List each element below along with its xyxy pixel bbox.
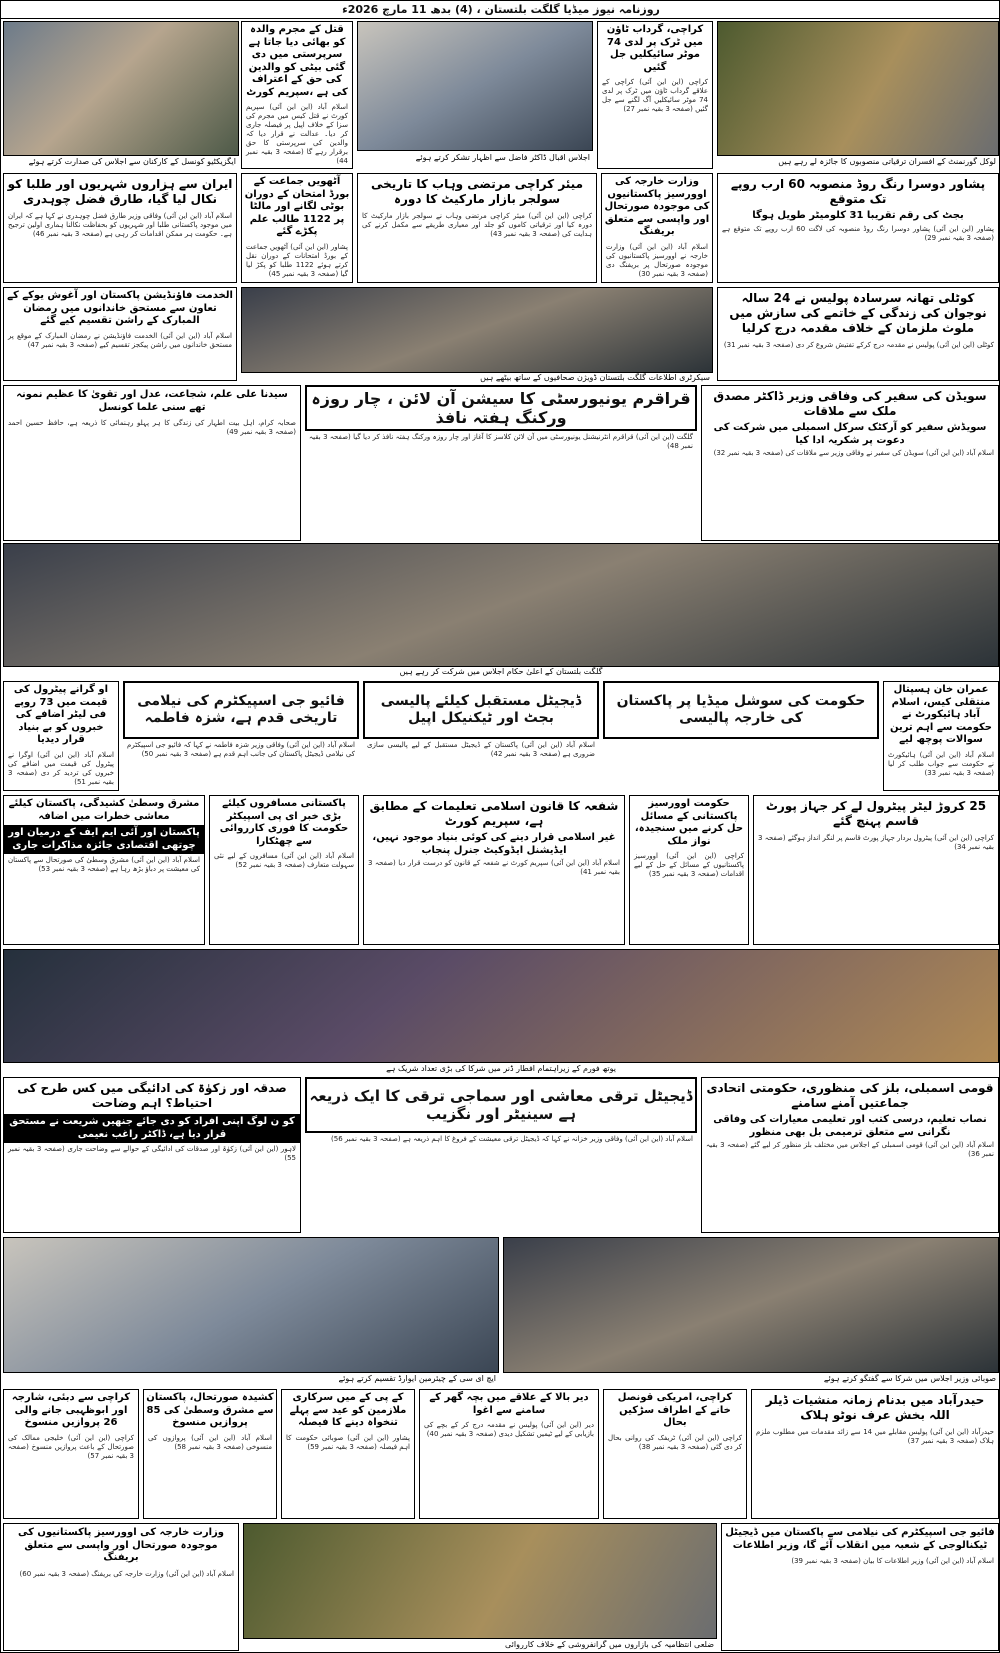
headline: حیدرآباد میں بدنام زمانہ منشیات ڈیلر اللہ بخش عرف نوٹو ہلاک [765, 1393, 985, 1422]
photo-officials-meeting [3, 543, 999, 667]
karakoram-section [305, 385, 697, 541]
story-petrol-ship [753, 795, 999, 945]
headline: قومی اسمبلی، بلز کی منظوری، حکومتی اتحادی جماعتیں آمنے سامنے [706, 1081, 994, 1110]
story-body: کراچی (این این آئی) کراچی کے علاقے گرداب ٹاؤن میں ٹرک پر لدی 74 موٹر سائیکلیں آگ لگنے سے جل گئیں (صفحہ 3 بقیہ نمبر 27) [602, 78, 708, 113]
subheadline: نصاب تعلیم، درسی کتب اور تعلیمی معیارات کی وفاقی نگرانی سے متعلق ترمیمی بل بھی منظور [713, 1114, 987, 1138]
banner-headline: حکومت کی سوشل میڈیا پر پاکستان کی خارجہ پالیسی [603, 681, 879, 739]
story-body: دیر (این این آئی) پولیس نے مقدمہ درج کر کے بچے کی بازیابی کے لیے ٹیمیں تشکیل دیدی (صفحہ 3 بقیہ نمبر 40) [424, 1421, 594, 1438]
banner-headline: ڈیجیٹل مستقبل کیلئے پالیسی بجٹ اور ٹیکنیکل اپیل [363, 681, 599, 739]
subheadline: سویڈش سفیر کو آرکٹک سرکل اسمبلی میں شرکت کی دعوت پر شکریہ ادا کیا [713, 422, 987, 446]
story-imran-khan [883, 681, 999, 791]
photo-caption: گلگت بلتستان کے اعلیٰ حکام اجلاس میں شرکت کر رہے ہیں [399, 667, 603, 676]
story-body: اسلام آباد (این این آئی) پروازوں کی منسوخی (صفحہ 3 بقیہ نمبر 58) [148, 1433, 272, 1451]
story-body: کراچی (این این آئی) میئر کراچی مرتضی وہاب نے سولجر بازار مارکیٹ کا دورہ کیا اور ترقیاتی کاموں کو جلد اور معیاری طریقے سے مکمل کرنے کی ہدایت کی (صفحہ 3 بقیہ نمبر 43) [362, 212, 592, 238]
story-sweden-ambassador [701, 385, 999, 541]
story-body: کراچی (این این آئی) اوورسیز پاکستانیوں کے مسائل کے حل کے لیے اقدامات (صفحہ 3 بقیہ نمبر 35) [634, 852, 744, 878]
story-body: حیدرآباد (این این آئی) پولیس مقابلے میں 14 سے زائد مقدمات میں مطلوب ملزم ہلاک (صفحہ 3 بقیہ نمبر 37) [756, 1428, 995, 1445]
headline: مشرق وسطیٰ کشیدگی، پاکستان کیلئے معاشی خطرات میں اضافہ [8, 798, 200, 822]
story-body: پشاور (این این آئی) پشاور دوسرا رنگ روڈ منصوبہ کی لاگت 60 ارب روپے تک متوقع ہے (صفحہ 3 بقیہ نمبر 29) [722, 224, 994, 242]
story-karachi-bikes [597, 21, 713, 169]
photo-caption: صوبائی وزیر اجلاس میں شرکا سے گفتگو کرتے ہوئے [823, 1374, 996, 1383]
headline: آٹھویں جماعت کے بورڈ امتحان کے دوران بوٹی لگانے اور مالٹا پر 1122 طالب علم پکڑے گئے [244, 176, 350, 237]
banner-headline: قراقرم یونیورسٹی کا سیشن آن لائن ، چار روزہ ورکنگ ہفتہ نافذ [305, 385, 697, 431]
story-flights-cancelled [143, 1389, 277, 1519]
headline: کراچی، امریکی قونصل خانے کے اطراف سڑکیں بحال [617, 1392, 733, 1428]
headline: کراچی، گرداب ٹاؤن میں ٹرک پر لدی 74 موٹر سائیکلیں جل گئیں [606, 24, 704, 73]
banner-headline: ڈیجیٹل ترقی معاشی اور سماجی ترقی کا ایک ذریعہ ہے سینیٹر اور نگزیب [305, 1077, 697, 1133]
headline: کراچی سے دبئی، شارجہ اور ابوظہبی جانے والی 26 پروازیں منسوخ [11, 1392, 131, 1428]
section-social-media [603, 681, 879, 791]
story-foreign-briefing [3, 1523, 239, 1651]
story-alkhidmat [3, 287, 237, 381]
story-body: اسلام آباد (این این آئی) وزارت خارجہ نے اوورسیز پاکستانیوں کی موجودہ صورتحال پر بریفنگ دی (صفحہ 3 بقیہ نمبر 30) [606, 242, 708, 278]
headline: کشیدہ صورتحال، پاکستان سے مشرق وسطیٰ کی 85 پروازیں منسوخ [146, 1392, 274, 1428]
photo-market-inspection [243, 1523, 717, 1639]
story-body: اسلام آباد (این این آئی) سویڈن کی سفیر نے وفاقی وزیر سے ملاقات کی (صفحہ 3 بقیہ نمبر 32) [713, 449, 994, 457]
headline: پشاور دوسرا رنگ روڈ منصوبہ 60 ارب روپے تک متوقع [730, 177, 986, 206]
story-body: کراچی (این این آئی) ٹریفک کی روانی بحال کر دی گئی (صفحہ 3 بقیہ نمبر 38) [608, 1433, 742, 1451]
section-digital-future [363, 681, 599, 791]
headline: وزارت خارجہ کی اوورسیز پاکستانیوں کی موجودہ صورتحال اور واپسی سے متعلق بریفنگ [604, 176, 710, 237]
story-body: اسلام آباد (این این آئی) ہائیکورٹ نے حکومت سے جواب طلب کر لیا (صفحہ 3 بقیہ نمبر 33) [888, 750, 994, 777]
story-travellers [209, 795, 359, 945]
story-overseas [629, 795, 749, 945]
photo-caption: یوتھ فورم کے زیراہتمام افطار ڈنر میں شرکا کی بڑی تعداد شریک ہے [386, 1064, 616, 1073]
headline: دیر بالا کے علاقے میں بچہ گھر کے سامنے سے اغوا [429, 1392, 589, 1416]
headline: میئر کراچی مرتضی وہاب کا تاریخی سولجر بازار مارکیٹ کا دورہ [370, 177, 584, 206]
story-dir-kidnap [419, 1389, 599, 1519]
story-body: پشاور (این این آئی) آٹھویں جماعت کے بورڈ امتحانات کے دوران نقل کرتے ہوئے 1122 طلبا کو پکڑ لیا گیا (صفحہ 3 بقیہ نمبر 45) [246, 242, 348, 278]
story-5g-info-minister [721, 1523, 999, 1651]
story-body: اسلام آباد (این این آئی) وفاقی وزیر خزانہ نے کہا کہ ڈیجیٹل ترقی معیشت کے فروغ کا اہم ذریعہ ہے (صفحہ 3 بقیہ نمبر 56) [331, 1135, 693, 1143]
photo-caption: ایچ ای سی کے چیئرمین ایوارڈ تقسیم کرتے ہوئے [338, 1374, 496, 1383]
subheadline: غیر اسلامی قرار دینے کی کوئی بنیاد موجود نہیں، ایڈیشنل ایڈوکیٹ جنرل پنجاب [372, 832, 616, 856]
story-ogra-petrol [3, 681, 119, 791]
subheadline: بجٹ کی رقم تقریبا 31 کلومیٹر طویل ہوگا [752, 210, 964, 221]
section-5g [123, 681, 359, 791]
headline: کے پی کے میں سرکاری ملازمین کو عید سے پہلے تنخواہ دینے کا فیصلہ [289, 1392, 407, 1428]
photo-hec-award [3, 1237, 499, 1373]
story-body: کوٹلی (این این آئی) پولیس نے مقدمہ درج کرکے تفتیش شروع کر دی (صفحہ 3 بقیہ نمبر 31) [723, 341, 994, 349]
story-body: پشاور (این این آئی) صوبائی حکومت کا اہم فیصلہ (صفحہ 3 بقیہ نمبر 59) [286, 1433, 410, 1451]
subheadline: کو ن لوگ اپنی افراد کو دی جائے جنھیں شریعت نے مستحق قرار دیا ہے، ڈاکٹر راغب نعیمی [4, 1114, 300, 1143]
headline: او گرانے پیٹرول کی قیمت میں 73 روپے فی لیٹر اضافے کی خبروں کو بے بنیاد قرار دیدیا [13, 684, 109, 745]
story-body: صحابہ کرام، اہل بیت اطہار کی زندگی کا ہر پہلو رہنمائی کا ذریعہ ہے، حافظ حسین احمد (صفحہ 3 بقیہ نمبر 49) [8, 419, 296, 436]
story-hyderabad [751, 1389, 999, 1519]
story-kotli-police [717, 287, 999, 381]
masthead: روزنامہ نیوز میڈیا گلگت بلتستان ، (4) بدھ 11 مارچ 2026ء [1, 1, 1000, 19]
story-body: اسلام آباد (این این آئی) اوگرا نے پیٹرول کی قیمت میں اضافے کی خبروں کی تردید کر دی (صفحہ 3 بقیہ نمبر 51) [8, 750, 114, 786]
story-body: اسلام آباد (این این آئی) وزارت خارجہ کی بریفنگ (صفحہ 3 بقیہ نمبر 60) [19, 1569, 234, 1578]
headline: شفعہ کا قانون اسلامی تعلیمات کے مطابق ہے، سپریم کورٹ [369, 799, 619, 828]
headline: فائیو جی اسپیکٹرم کی نیلامی سے پاکستان میں ڈیجیٹل ٹیکنالوجی کے شعبہ میں انقلاب آئے گا، وزیر اطلاعات [725, 1527, 995, 1551]
story-body: اسلام آباد (این این آئی) مشرق وسطیٰ کی صورتحال سے پاکستان کی معیشت پر دباؤ بڑھ رہا ہے (صفحہ 3 بقیہ نمبر 53) [8, 856, 200, 873]
story-shufa-law [363, 795, 625, 945]
story-body: اسلام آباد (این این آئی) سپریم کورٹ نے قتل کیس میں مجرم کی سزا کے خلاف اپیل پر فیصلہ جاری کر دیا۔ عدالت نے قرار دیا کہ والدین کی سرپرستی کا حق برقرار رہے گا (صفحہ 3 بقیہ نمبر 44) [246, 103, 348, 165]
photo-caption: سیکرٹری اطلاعات گلگت بلتستان ڈویژن صحافیوں کے ساتھ بیٹھے ہیں [480, 373, 710, 382]
story-syedna-ali [3, 385, 301, 541]
photo-construction [717, 21, 999, 156]
story-body: کراچی (این این آئی) پیٹرول بردار جہاز پورٹ قاسم پر لنگر انداز ہوگئے (صفحہ 3 بقیہ نمبر 34) [758, 834, 994, 851]
story-body: اسلام آباد (این این آئی) پاکستان کے ڈیجیٹل مستقبل کے لیے پالیسی سازی ضروری ہے (صفحہ 3 بقیہ نمبر 42) [367, 741, 595, 758]
story-us-consulate [603, 1389, 747, 1519]
story-body: اسلام آباد (این این آئی) وفاقی وزیر طارق فضل چوہدری نے کہا ہے کہ ایران میں موجود پاکستانی طلبا اور شہریوں کو بحفاظت نکالنا ہماری اولین ترجیح ہے۔ حکومت ہر ممکن اقدامات کر رہی ہے (صفحہ 3 بقیہ نمبر 46) [8, 212, 232, 238]
photo-caption: لوکل گورنمنٹ کے افسران ترقیاتی منصوبوں کا جائزہ لے رہے ہیں [778, 157, 996, 166]
photo-ceremony [357, 21, 593, 151]
story-body: گلگت (این این آئی) قراقرم انٹرنیشنل یونیورسٹی میں آن لائن کلاسز کا آغاز اور چار روزہ ورکنگ ہفتہ نافذ کر دیا گیا (صفحہ 3 بقیہ نمبر 48) [309, 433, 693, 450]
headline: سویڈن کی سفیر کی وفاقی وزیر ڈاکٹر مصدق ملک سے ملاقات [713, 389, 987, 418]
story-kp-salary [281, 1389, 415, 1519]
story-body: لاہور (این این آئی) زکوٰۃ اور صدقات کی ادائیگی کے حوالے سے وضاحت جاری (صفحہ 3 بقیہ نمبر 55) [8, 1145, 296, 1162]
story-body: اسلام آباد (این این آئی) سپریم کورٹ نے شفعہ کے قانون کو درست قرار دیا (صفحہ 3 بقیہ نمبر 41) [368, 859, 620, 876]
banner-headline: فائیو جی اسپیکٹرم کی نیلامی تاریخی قدم ہے، شزہ فاطمہ [123, 681, 359, 739]
headline: عمران خان ہسپتال منتقلی کیس، اسلام آباد ہائیکورٹ نے حکومت سے اہم ترین سوالات پوچھ لیے [889, 684, 993, 745]
photo-meeting-office [3, 21, 239, 156]
photo-caption: ضلعی انتظامیہ کی بازاروں میں گرانفروشی کے خلاف کارروائی [504, 1640, 714, 1649]
headline: پاکستانی مسافروں کیلئے بڑی خبر ای پی اسپیکٹر حکومت کا فوری کارروائی سے چھٹکارا [219, 798, 349, 847]
story-national-assembly [701, 1077, 999, 1233]
headline: حکومت اوورسیز پاکستانی کے مسائل حل کرنے میں سنجیدہ، نواز ملک [634, 798, 744, 847]
headline: 25 کروڑ لیٹر پیٹرول لے کر جہاز پورٹ قاسم پہنچ گئے [765, 799, 987, 828]
photo-press-meeting [241, 287, 713, 373]
subheadline: پاکستان اور آئی ایم ایف کے درمیان اور چوتھی اقتصادی جائزہ مذاکرات جاری [4, 825, 204, 854]
headline: قتل کے مجرم والدہ کو بھائی دیا جاتا ہے سرپرستی میں دی گئی بیٹی کو والدین کی حق کے اعتراف کی ہے ،سپریم کورٹ [246, 24, 348, 98]
story-foreign-office [601, 173, 713, 283]
story-mayor [357, 173, 597, 283]
headline: سیدنا علی علم، شجاعت، عدل اور تقویٰ کا عظیم نمونہ تھے سنی علما کونسل [16, 389, 288, 413]
headline: الخدمت فاؤنڈیشن پاکستان اور آغوش یوکے کے تعاون سے مستحق خاندانوں میں رمضان المبارک کے راشن تقسیم کیے گئے [7, 290, 233, 326]
headline: وزارت خارجہ کی اوورسیز پاکستانیوں کی موجودہ صورتحال اور واپسی سے متعلق بریفنگ [18, 1527, 224, 1563]
section-digital-growth [305, 1077, 697, 1233]
story-middle-east [3, 795, 205, 945]
story-sadqa-zakat [3, 1077, 301, 1233]
story-iran [3, 173, 237, 283]
photo-caption: ایگزیکٹیو کونسل کے کارکنان سے اجلاس کی صدارت کرتے ہوئے [28, 157, 236, 166]
story-karachi-dubai [3, 1389, 139, 1519]
story-body: اسلام آباد (این این آئی) قومی اسمبلی کے اجلاس میں مختلف بلز منظور کر لیے گئے (صفحہ 3 بقیہ نمبر 36) [706, 1141, 994, 1158]
story-exam [241, 173, 353, 283]
story-peshawar-ringroad [717, 173, 999, 283]
headline: کوٹلی تھانہ سرسادہ پولیس نے 24 سالہ نوجوان کی زندگی کے خاتمے کی سازش میں ملوث ملزمان کے خلاف مقدمہ درج کرلیا [729, 291, 987, 335]
headline: صدقہ اور زکوٰۃ کی ادائیگی میں کس طرح کی احتیاط؟ اہم وضاحت [17, 1081, 287, 1110]
story-body: اسلام آباد (این این آئی) وفاقی وزیر شزہ فاطمہ نے کہا کہ فائیو جی اسپیکٹرم کی نیلامی ڈیجیٹل پاکستان کی جانب اہم قدم ہے (صفحہ 3 بقیہ نمبر 50) [127, 741, 355, 758]
story-court [241, 21, 353, 169]
story-body: اسلام آباد (این این آئی) الخدمت فاؤنڈیشن نے رمضان المبارک کے موقع پر مستحق خاندانوں میں راشن پیکجز تقسیم کیے (صفحہ 3 بقیہ نمبر 47) [8, 331, 232, 349]
story-body: کراچی (این این آئی) خلیجی ممالک کی صورتحال کے باعث پروازیں منسوخ (صفحہ 3 بقیہ نمبر 57) [8, 1433, 134, 1460]
photo-caption: اجلاس اقبال ڈاکٹر فاضل سے اظہار تشکر کرتے ہوئے [415, 153, 590, 162]
story-body: اسلام آباد (این این آئی) مسافروں کے لیے نئی سہولت متعارف (صفحہ 3 بقیہ نمبر 52) [214, 852, 354, 869]
story-body: اسلام آباد (این این آئی) وزیر اطلاعات کا بیان (صفحہ 3 بقیہ نمبر 39) [791, 1557, 994, 1565]
headline: ایران سے ہزاروں شہریوں اور طلبا کو نکال لیا گیا، طارق فضل چوہدری [7, 177, 233, 206]
photo-iftar-dinner [3, 949, 999, 1063]
photo-minister-meeting [503, 1237, 999, 1373]
